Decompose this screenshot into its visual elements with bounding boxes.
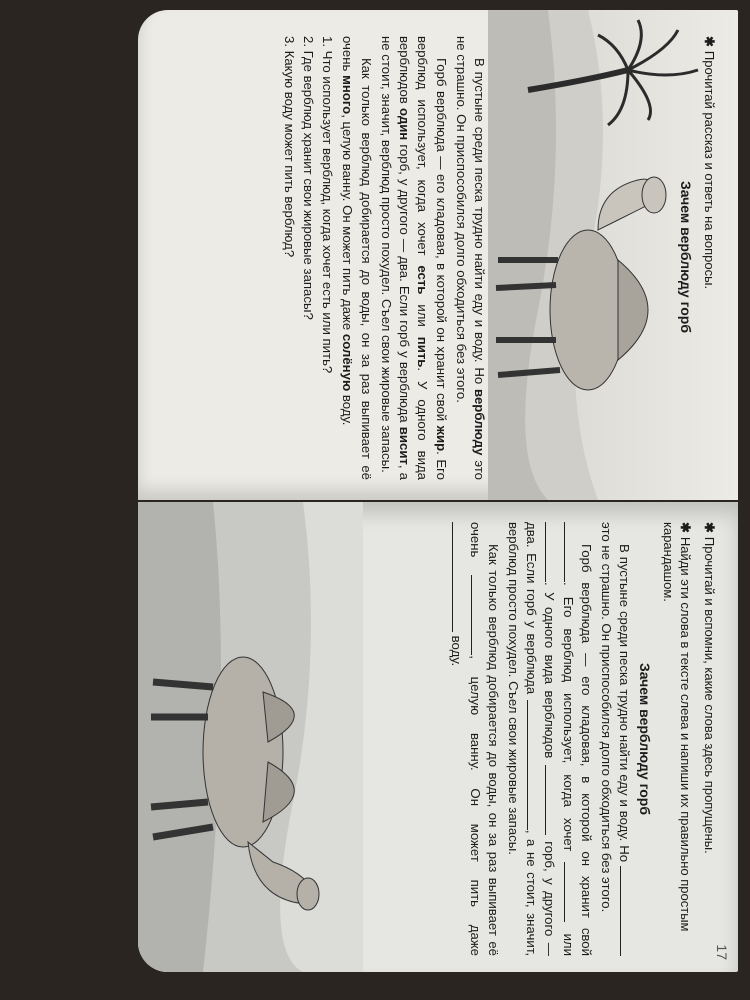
left-page [138, 10, 738, 500]
instruction-right-2: ✱Найди эти слова в тексте слева и напиши их правильно простым карандашом. [660, 522, 694, 932]
question-3: 3. Какую воду может пить верблюд? [281, 36, 297, 258]
blank-6[interactable] [527, 700, 538, 830]
blank-2[interactable] [564, 522, 575, 582]
blank-1[interactable] [620, 866, 631, 956]
blank-8[interactable] [452, 522, 463, 632]
blank-3[interactable] [564, 862, 575, 922]
right-page [138, 502, 738, 972]
question-1: 1. Что использует верблюд, когда хочет есть или пить? [320, 36, 336, 374]
story-title-left: Зачем верблюду горб [678, 180, 695, 334]
blank-5[interactable] [545, 765, 556, 835]
blank-4[interactable] [545, 522, 556, 582]
blank-7[interactable] [471, 575, 482, 655]
asterisk-icon: ✱ [678, 522, 694, 533]
asterisk-icon: ✱ [702, 522, 717, 533]
story-paragraph-3: Как только верблюд добирается до воды, он за раз выпивает её очень много, целую ванну. Он может пить даже солёную воду. [340, 36, 374, 480]
asterisk-icon: ✱ [702, 36, 717, 47]
question-2: 2. Где верблюд хранит свои жировые запасы? [301, 36, 317, 320]
story-title-right: Зачем верблюду горб [637, 662, 654, 816]
gap-paragraph-2: Горб верблюда — его кладовая, в которой он хранит свой . Его верблюд использует, когда хочет или . У одного вида верблюдов горб, у другого — два. Если горб у верблюда , а не стоит, значит, верблюд просто похудел. Съел свои жировые запасы. [506, 522, 594, 956]
gap-paragraph-3: Как только верблюд добирается до воды, он за раз выпивает её очень , целую ванну. Он может пить даже воду. [449, 522, 501, 956]
page-number-right: 17 [714, 944, 730, 960]
two-hump-camel-illustration [138, 502, 363, 972]
gap-paragraph-1: В пустыне среди песка трудно найти еду и воду. Но это не страшно. Он приспособился долго обходиться без этого. [597, 522, 633, 956]
instruction-left: ✱Прочитай рассказ и ответь на вопросы. [702, 36, 717, 290]
story-paragraph-1: В пустыне среди песка трудно найти еду и воду. Но верблюду это не страшно. Он приспособился долго обходиться без этого. [453, 36, 487, 480]
story-paragraph-2: Горб верблюда — его кладовая, в которой он хранит свой жир. Его верблюд использует, когда хочет есть или пить. У одного вида верблюдов один горб, у другого — два. Если горб у верблюда висит, а не стоит, значит, верблюд просто похудел. Съел свои жировые запасы. [378, 36, 449, 481]
instruction-right-1: ✱Прочитай и вспомни, какие слова здесь пропущены. [702, 522, 717, 854]
